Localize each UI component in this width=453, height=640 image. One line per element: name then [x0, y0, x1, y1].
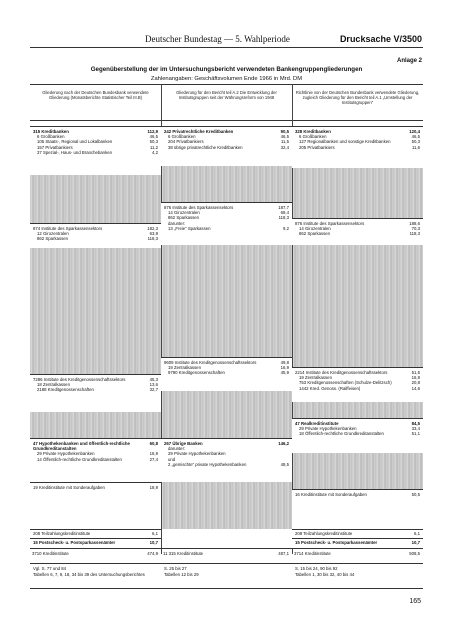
group-teilzahlung	[292, 529, 423, 538]
item-value: 118,3	[409, 231, 420, 237]
group-sparkassensektor	[161, 202, 292, 245]
item-label: 6 Großbanken	[37, 134, 65, 140]
page-subtitle: Zahlenangaben: Geschäftsvolumen Ende 1966 in Mrd. DM	[150, 76, 303, 82]
item-label: 38 übrige privatrechtliche Kreditbanken	[168, 144, 243, 150]
group-privatrechtliche-kreditbanken	[161, 126, 292, 166]
reference-col-2: S. 25 bis 27 Tabellen 12 bis 29	[161, 563, 292, 587]
group-kreditbanken	[30, 126, 161, 175]
item-value: 11,6	[411, 144, 420, 150]
group-teilzahlung	[30, 529, 161, 538]
total-label: 3714 Kreditinstitute	[294, 551, 331, 556]
group-label: 7286 Institute des Kreditgenossenschaftssektors	[33, 377, 126, 382]
item-value: 50,3	[411, 139, 420, 145]
total-label: 3710 Kreditinstitute	[32, 551, 69, 556]
heading-rule	[30, 120, 423, 121]
group-label: 876 Institute des Sparkassensektors	[164, 205, 234, 210]
item-label: 19 Zentralkassen	[299, 375, 332, 381]
reference-col-3: S. 15 bis 24, 90 bis 92 Tabellen 1, 30 bis 32, 40 bis 44	[292, 563, 423, 587]
item-value: 46,5	[411, 134, 420, 140]
item-label: 18 Öffentlich-rechtliche Grundkreditanstalten	[299, 431, 384, 437]
group-value: 182,3	[147, 226, 158, 231]
item-label: 14 Girozentralen	[168, 210, 200, 216]
group-label: 16 Kreditinstitute mit Sonderaufgaben	[295, 492, 367, 497]
item-value: 33,4	[411, 426, 420, 432]
group-value: 50,5	[411, 492, 420, 497]
item-label: 105 Staats-, Regional und Lokalbanken	[37, 139, 113, 145]
item-value: 63,9	[149, 231, 158, 237]
item-value: 20,8	[411, 380, 420, 386]
group-value: 112,9	[147, 129, 158, 134]
totals-rule	[30, 548, 423, 549]
group-postscheck	[30, 538, 161, 548]
hatch-area	[161, 166, 292, 202]
group-postscheck	[292, 538, 423, 548]
item-value: 45,9	[280, 370, 289, 376]
item-label: 29 Private Hypothekenbanken	[168, 451, 226, 457]
item-value: 27,4	[149, 456, 158, 462]
group-label: 47 Realkreditinstitute	[295, 421, 339, 426]
item-label: 14 Öffentlich-rechtliche Grundkreditanstalten	[37, 456, 122, 462]
item-value: 16,9	[149, 451, 158, 457]
total-col-1	[32, 551, 158, 556]
item-label: 127 Regionalbanken und sonstige Kreditbanken	[299, 139, 391, 145]
group-value: 146,2	[278, 441, 289, 446]
item-label: 862 Sparkassen	[299, 231, 331, 237]
group-label: 15 Postscheck- u. Postsparkassenämter	[295, 540, 378, 545]
group-value: 51,5	[411, 370, 420, 375]
item-label: darunter:	[168, 446, 186, 452]
item-label: 12 Girozentralen	[37, 231, 69, 237]
group-label: 2214 Institute des Kreditgenossenschaftssektors	[295, 370, 388, 375]
item-label: 13 „Freie“ Sparkassen	[168, 225, 211, 231]
group-uebrige-banken	[161, 438, 292, 482]
item-value: 32,7	[149, 387, 158, 393]
item-value: 48,5	[280, 461, 289, 467]
hatch-area	[30, 248, 161, 374]
group-value: 90,5	[280, 129, 289, 134]
group-sonderaufgaben	[30, 482, 161, 529]
group-sonderaufgaben	[292, 489, 423, 529]
total-col-2	[163, 551, 289, 556]
total-value: 487,1	[278, 551, 289, 556]
group-value: 6,1	[152, 531, 158, 536]
column-heading-3: Richtlinie von der Deutschen Bundesbank verwendete Gliederung, zugleich Gliederung für den Bericht teil A.1 „Umstellung der Institutsgruppen“	[295, 90, 420, 105]
item-value: 70,3	[411, 226, 420, 232]
group-label: 15 Postscheck- u. Postsparkassenämter	[33, 540, 116, 545]
group-label: 242 Privatrechtliche Kreditbanken	[164, 129, 234, 134]
group-kreditbanken	[292, 126, 423, 168]
item-value: 46,5	[280, 134, 289, 140]
item-label: 157 Privatbankiers	[37, 144, 73, 150]
group-value: 188,6	[409, 221, 420, 226]
item-value: 14,6	[411, 385, 420, 391]
item-label: 14 Girozentralen	[299, 226, 331, 232]
item-label: 6 Großbanken	[299, 134, 327, 140]
annex-label: Anlage 2	[396, 58, 422, 64]
group-label: 267 Übrige Banken	[164, 441, 203, 446]
group-value: 60,8	[149, 441, 158, 446]
reference-col-1: Vgl. S. 77 und 84 Tabellen 6, 7, 9, 18, 34 bis 39 des Untersuchungsberichtes	[30, 563, 161, 587]
document-number: Drucksache V/3500	[339, 34, 422, 44]
total-col-3	[294, 551, 420, 556]
item-value: 4,2	[152, 149, 158, 155]
group-label: 47 Hypothekenbanken und öffentlich-rechtliche Grundkreditanstalten	[33, 441, 130, 452]
group-label: 208 Teilzahlungskreditinstitute	[295, 531, 353, 536]
total-value: 474,9	[147, 551, 158, 556]
group-value: 6,1	[414, 531, 420, 536]
group-value: 120,4	[409, 129, 420, 134]
group-hypothekenbanken	[30, 438, 161, 482]
group-label: 876 Institute des Sparkassensektors	[295, 221, 365, 226]
item-value: 69,4	[280, 210, 289, 216]
item-label: 204 Privatbankiers	[168, 139, 204, 145]
group-label: 328 Kreditbanken	[295, 129, 331, 134]
item-value: 51,1	[411, 431, 420, 437]
hatch-area	[161, 245, 292, 357]
item-label: darunter:	[168, 220, 186, 226]
item-value: 11,2	[149, 144, 158, 150]
page-number: 165	[409, 598, 421, 605]
group-label: 208 Teilzahlungskreditinstitute	[33, 531, 91, 536]
group-value: 18,9	[149, 485, 158, 490]
item-value: 11,5	[280, 139, 289, 145]
group-kreditgenossenschaftssektor	[292, 367, 423, 402]
header-rule	[30, 47, 423, 48]
group-realkreditinstitute	[292, 418, 423, 453]
group-value: 187,7	[278, 205, 289, 210]
item-label: 205 Privatbankiers	[299, 144, 335, 150]
item-value: 13,6	[149, 382, 158, 388]
item-label: 29 Private Hypothekenbanken	[299, 426, 357, 432]
table-top-rule	[30, 84, 423, 85]
item-value: 16,9	[411, 375, 420, 381]
group-label: 315 Kreditbanken	[33, 129, 69, 134]
item-value: 46,5	[149, 134, 158, 140]
group-sparkassensektor	[292, 218, 423, 245]
item-label: 9790 Kreditgenossenschaften	[168, 370, 225, 376]
total-value: 508,5	[409, 551, 420, 556]
column-heading-2: Gliederung für den Bericht teil A.2 Die Entwicklung der Institutsgruppen seit der Währungsreform von 1948	[176, 90, 277, 100]
group-value: 45,3	[149, 377, 158, 382]
item-label: 18 Zentralkassen	[37, 382, 70, 388]
group-label: 874 Institute des Sparkassensektors	[33, 226, 103, 231]
item-label: 1442 Kred. Genoss. (Raiffeisen)	[299, 385, 361, 391]
item-label: 862 Sparkassen	[37, 236, 69, 242]
hatch-area	[292, 168, 423, 218]
hatch-area	[292, 402, 423, 418]
group-kreditgenossenschaftssektor	[30, 374, 161, 412]
group-label: 19 Kreditinstitute mit Sonderaufgaben	[33, 485, 105, 490]
item-label: 19 Zentralkassen	[168, 365, 201, 371]
total-label: 11 315 Kreditinstitute	[163, 551, 204, 556]
item-value: 118,3	[147, 236, 158, 242]
item-label: 29 Private Hypothekenbanken	[37, 451, 95, 457]
hatch-area	[30, 412, 161, 438]
group-label: 9609 Institute des Kreditgenossenschaftssektors	[164, 360, 257, 365]
item-label: 37 Spezial-, Haus- und Branchebanken	[37, 149, 113, 155]
item-label: 753 Kreditgenossenschaften (Schulze-Delitzsch)	[299, 380, 392, 386]
group-value: 10,7	[411, 540, 420, 545]
group-value: 10,7	[149, 540, 158, 545]
hatch-area	[30, 175, 161, 223]
item-label: 2 „gemischte“ private Hypothekenbanken	[168, 461, 247, 467]
item-value: 50,3	[149, 139, 158, 145]
header-title: Deutscher Bundestag — 5. Wahlperiode	[145, 34, 290, 44]
group-kreditgenossenschaftssektor	[161, 357, 292, 391]
item-label: und	[168, 456, 176, 462]
table-bottom-rule	[30, 588, 423, 589]
item-value: 118,3	[278, 215, 289, 221]
item-value: 16,9	[280, 365, 289, 371]
item-label: 862 Sparkassen	[168, 215, 200, 221]
group-value: 49,8	[280, 360, 289, 365]
item-value: 9,2	[283, 225, 289, 231]
hatch-area	[292, 245, 423, 367]
group-value: 84,5	[411, 421, 420, 426]
item-value: 32,4	[280, 144, 289, 150]
hatch-area	[292, 453, 423, 489]
column-heading-1: Gliederung nach der Deutschen Bundesbank verwendete Gliederung (Monatsberichte Statistischer Teil III.B)	[42, 90, 149, 100]
item-label: 2188 Kreditgenossenschaften	[37, 387, 94, 393]
page-title: Gegenüberstellung der im Untersuchungsbericht verwendeten Bankengruppengliederungen	[90, 66, 363, 73]
group-sparkassensektor	[30, 223, 161, 248]
item-label: 6 Großbanken	[168, 134, 196, 140]
